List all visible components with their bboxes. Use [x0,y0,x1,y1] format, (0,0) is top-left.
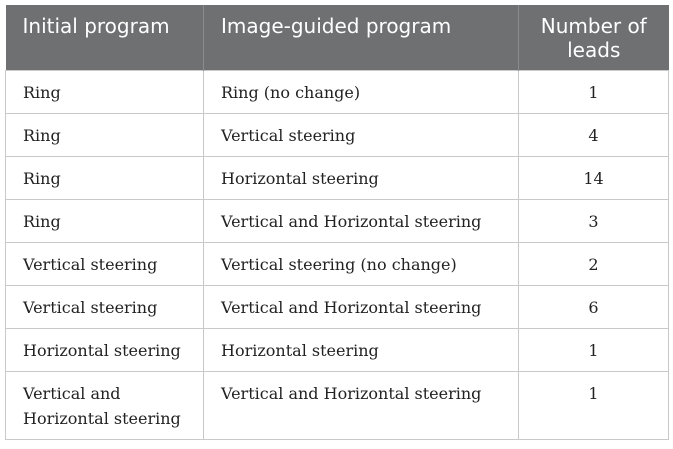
cell-number-of-leads: 6 [519,286,669,329]
cell-initial-program: Ring [6,200,204,243]
cell-initial-program: Ring [6,114,204,157]
cell-image-guided-program: Vertical and Horizontal steering [204,286,519,329]
table-row [6,329,669,372]
leads-table-container [5,5,668,440]
cell-image-guided-program: Vertical and Horizontal steering [204,200,519,243]
cell-image-guided-program: Vertical steering (no change) [204,243,519,286]
table-body [6,71,669,440]
cell-initial-program: Vertical and Horizontal steering [6,372,204,440]
cell-image-guided-program: Vertical steering [204,114,519,157]
table-row [6,243,669,286]
cell-image-guided-program: Horizontal steering [204,157,519,200]
table-row [6,372,669,440]
table-row [6,286,669,329]
cell-initial-program: Horizontal steering [6,329,204,372]
table-row [6,71,669,114]
cell-image-guided-program: Vertical and Horizontal steering [204,372,519,440]
cell-number-of-leads: 4 [519,114,669,157]
cell-number-of-leads: 3 [519,200,669,243]
header-row [6,5,669,71]
cell-initial-program: Ring [6,157,204,200]
table-row [6,114,669,157]
cell-number-of-leads: 14 [519,157,669,200]
cell-number-of-leads: 1 [519,372,669,440]
cell-number-of-leads: 2 [519,243,669,286]
cell-image-guided-program: Horizontal steering [204,329,519,372]
table-row [6,200,669,243]
table-row [6,157,669,200]
header-initial-program: Initial program [6,5,204,71]
cell-initial-program: Vertical steering [6,243,204,286]
cell-initial-program: Ring [6,71,204,114]
header-image-guided-program: Image-guided program [204,5,519,71]
cell-image-guided-program: Ring (no change) [204,71,519,114]
cell-initial-program: Vertical steering [6,286,204,329]
header-number-of-leads: Number of leads [519,5,669,71]
table-header [6,5,669,71]
cell-number-of-leads: 1 [519,329,669,372]
leads-table [5,5,669,440]
cell-number-of-leads: 1 [519,71,669,114]
